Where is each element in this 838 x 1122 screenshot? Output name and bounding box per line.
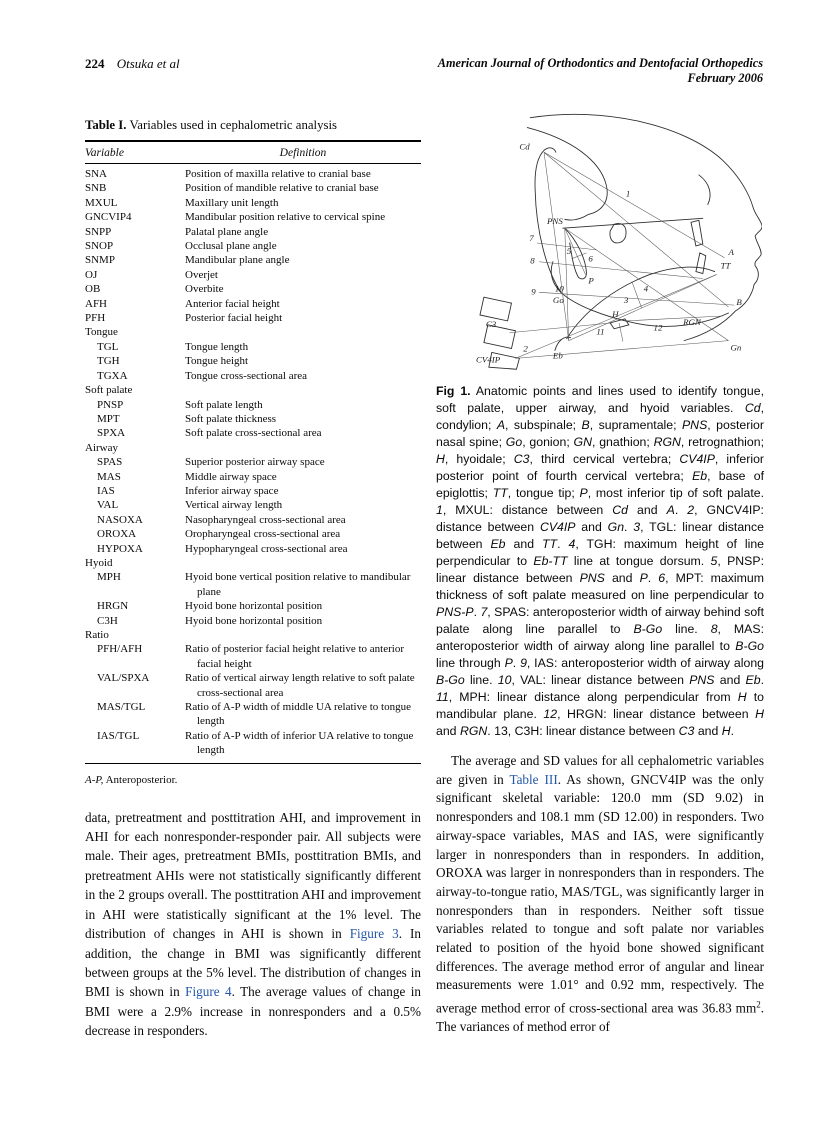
text-segment: 3 — [633, 520, 641, 534]
figure-landmark-label: P — [588, 275, 594, 286]
running-authors: Otsuka et al — [116, 56, 180, 71]
figure-landmark-label: 12 — [653, 322, 663, 333]
text-segment: 2 — [756, 999, 761, 1010]
variable-name: AFH — [85, 297, 108, 310]
variable-definition: Anterior facial height — [185, 297, 280, 310]
variable-definition: Maxillary unit length — [185, 196, 279, 209]
text-segment: , supramentale; — [589, 418, 682, 432]
text-segment: and — [436, 724, 460, 738]
table-row — [85, 484, 421, 498]
variable-definition: Superior posterior airway space — [185, 456, 325, 469]
text-segment: , base of epiglottis; — [436, 469, 764, 500]
figure-1-image — [476, 112, 762, 372]
text-segment: H — [436, 452, 445, 466]
variable-name: VAL/SPXA — [97, 672, 150, 685]
table-row — [85, 297, 421, 311]
figure-landmark-label: H — [612, 308, 619, 319]
table-row — [85, 225, 421, 239]
variable-definition: Position of maxilla relative to cranial base — [185, 168, 371, 180]
table-row — [85, 239, 421, 253]
table-title — [85, 118, 421, 133]
text-segment: PNS — [689, 673, 715, 687]
right-body-paragraph — [436, 752, 764, 1037]
table-row — [85, 599, 421, 613]
text-segment: line. — [662, 622, 711, 636]
text-segment: and — [604, 571, 640, 585]
text-segment: data, pretreatment and posttitration AHI, and improvement in AHI for each nonresponder-responder pair. All subjects were male. Their ages, pretreatment BMIs, posttitration BMIs, and pretreatment AHIs were not statistically significantly different in the 2 groups overall. The posttitration AHI and improvement in AHI were statistically significant at the 1% level. The distribution of changes in AHI is shown in — [85, 809, 421, 942]
text-segment: , inferior posterior point of fourth cervical vertebra; — [436, 452, 764, 483]
variables-table — [85, 164, 421, 763]
variable-name: MAS — [97, 470, 121, 483]
text-segment: . 13, C3H: linear distance between — [487, 724, 679, 738]
text-segment: 10 — [497, 673, 512, 687]
text-segment: , tongue tip; — [507, 486, 580, 500]
text-segment: 8 — [710, 622, 718, 636]
page-number: 224 — [85, 56, 105, 71]
variable-name: SPXA — [97, 427, 126, 440]
table-row — [85, 325, 421, 339]
text-segment: . — [760, 673, 764, 687]
text-segment: , HRGN: linear distance between — [557, 707, 756, 721]
text-segment: , gonion; — [522, 435, 574, 449]
variable-name: C3H — [97, 614, 118, 627]
text-segment: B — [581, 418, 590, 432]
text-segment: line through — [436, 656, 505, 670]
table-row — [85, 614, 421, 628]
table-row — [85, 556, 421, 570]
text-segment: H — [737, 690, 747, 704]
figure-landmark-label: B — [736, 297, 742, 308]
text-segment: A — [496, 418, 506, 432]
table-row — [85, 527, 421, 541]
variable-name: GNCVIP4 — [85, 211, 132, 224]
variable-definition: Nasopharyngeal cross-sectional area — [185, 513, 346, 526]
variable-name: SNB — [85, 182, 107, 195]
table-row — [85, 282, 421, 296]
table-row — [85, 542, 421, 556]
text-segment: , SPAS: anteroposterior width of airway behind soft palate along line parallel to — [436, 605, 764, 636]
variable-definition: Inferior airway space — [185, 484, 279, 497]
variable-name: SNA — [85, 168, 108, 180]
figure-landmark-label: CV4IP — [476, 354, 501, 365]
variable-name: OROXA — [97, 528, 137, 541]
text-segment: GN — [573, 435, 592, 449]
text-segment: PNS — [579, 571, 605, 585]
text-segment: Gn — [607, 520, 625, 534]
table-row — [85, 700, 421, 729]
text-segment: TT — [542, 537, 558, 551]
text-segment: P — [579, 486, 588, 500]
variable-definition: Hyoid bone vertical position relative to mandibular plane — [185, 571, 411, 598]
text-segment: 11 — [436, 690, 449, 704]
text-segment: Anteroposterior. — [103, 773, 178, 786]
crossref-link[interactable]: Figure 4 — [185, 984, 232, 1000]
text-segment: and — [694, 724, 722, 738]
page-header — [85, 56, 763, 85]
figure-landmark-label: 8 — [530, 255, 535, 266]
variable-name: TGL — [97, 340, 119, 353]
figure-landmark-label: Go — [552, 295, 564, 306]
figure-landmark-label: 5 — [566, 245, 572, 256]
text-segment: . The average values of change in BMI were a 2.9% increase in nonresponders and a 0.5% decrease in responders. — [85, 984, 422, 1039]
text-segment: 12 — [543, 707, 558, 721]
figure-landmark-label: 10 — [554, 283, 564, 294]
figure-landmark-label: TT — [720, 260, 731, 271]
text-segment: C3 — [513, 452, 530, 466]
text-segment: PNS-P — [436, 605, 474, 619]
text-segment: 7 — [480, 605, 488, 619]
left-column — [85, 118, 421, 1041]
text-segment: , gnathion; — [592, 435, 654, 449]
variable-name: MPT — [97, 412, 120, 425]
cephalometric-tracing — [476, 112, 762, 372]
variable-name: OJ — [85, 268, 98, 281]
measurement-lines — [510, 152, 735, 361]
variable-definition: Mandibular plane angle — [185, 254, 290, 267]
table-row — [85, 671, 421, 700]
figure-landmark-label: RGN — [683, 316, 701, 327]
table-row — [85, 196, 421, 210]
table-row — [85, 642, 421, 671]
text-segment: PNS — [681, 418, 708, 432]
variable-definition: Ratio of A-P width of inferior UA relative to tongue length — [185, 729, 414, 757]
right-column — [436, 112, 764, 1037]
text-segment: Go — [505, 435, 523, 449]
figure-landmark-label: A — [728, 246, 734, 257]
variable-name: PNSP — [97, 398, 124, 411]
crossref-link[interactable]: Figure 3 — [349, 926, 399, 942]
left-body-paragraph — [85, 808, 421, 1041]
text-segment: and — [628, 503, 667, 517]
text-segment: line. — [464, 673, 498, 687]
variable-name: PFH/AFH — [97, 643, 143, 656]
text-segment: A-P, — [85, 773, 104, 786]
text-segment: , subspinale; — [505, 418, 582, 432]
table-row — [85, 311, 421, 325]
variable-definition: Soft palate thickness — [185, 412, 277, 425]
variable-name: MAS/TGL — [97, 701, 146, 714]
table-row — [85, 513, 421, 527]
text-segment: CV4IP — [539, 520, 576, 534]
table-bottom-rule — [85, 763, 421, 764]
text-segment: C3 — [678, 724, 695, 738]
variable-definition: Vertical airway length — [185, 499, 283, 512]
text-segment: TT — [492, 486, 508, 500]
text-segment: , VAL: linear distance between — [511, 673, 690, 687]
variable-definition: Ratio of posterior facial height relative to anterior facial height — [185, 643, 405, 670]
figure-landmark-label: 7 — [529, 233, 534, 244]
text-segment: 4 — [568, 537, 576, 551]
table-row — [85, 369, 421, 383]
table-row — [85, 441, 421, 455]
text-segment: Eb — [745, 673, 761, 687]
figure-landmark-label: 3 — [623, 295, 629, 306]
text-segment: . — [674, 503, 688, 517]
variable-name: TGH — [97, 355, 120, 368]
table-row — [85, 628, 421, 642]
table-footnote — [85, 774, 421, 786]
column-header-definition: Definition — [279, 147, 327, 159]
variable-definition: Middle airway space — [185, 470, 277, 483]
figure-landmark-label: 4 — [643, 283, 649, 294]
text-segment: . — [624, 520, 634, 534]
journal-name: American Journal of Orthodontics and Dentofacial Orthopedics — [437, 56, 763, 70]
running-head-right — [438, 56, 763, 85]
text-segment: . In addition, the change in BMI was significantly different between groups at the 5% level. The distribution of changes in BMI is shown in — [85, 926, 421, 1000]
variable-group-label: Tongue — [85, 326, 118, 339]
variable-definition: Soft palate cross-sectional area — [185, 427, 322, 440]
text-segment: . — [647, 571, 659, 585]
text-segment: 1 — [436, 503, 443, 517]
journal-issue: February 2006 — [687, 70, 763, 85]
figure-landmark-label: 11 — [596, 326, 605, 337]
table-row — [85, 383, 421, 397]
variable-definition: Mandibular position relative to cervical spine — [185, 211, 386, 224]
variable-definition: Overbite — [185, 283, 224, 296]
variable-name: SNPP — [85, 225, 112, 238]
text-segment: 5 — [710, 554, 718, 568]
variable-name: VAL — [97, 499, 119, 512]
text-segment: , condylion; — [436, 401, 764, 432]
variable-definition: Tongue cross-sectional area — [185, 369, 308, 382]
variable-name: TGXA — [97, 369, 128, 382]
table-row — [85, 470, 421, 484]
column-header-variable: Variable — [85, 147, 124, 159]
figure-landmark-label: 1 — [625, 188, 631, 199]
text-segment: RGN — [653, 435, 681, 449]
text-segment: , MAS: anteroposterior width of airway along line parallel to — [436, 622, 764, 653]
variable-definition: Palatal plane angle — [185, 225, 269, 238]
text-segment: , most inferior tip of soft palate. — [587, 486, 764, 500]
crossref-link[interactable]: Table III — [509, 771, 558, 787]
table-header-row — [85, 142, 421, 163]
table-row — [85, 426, 421, 440]
variable-group-label: Airway — [85, 441, 118, 454]
text-segment: , MXUL: distance between — [442, 503, 613, 517]
text-segment: Anatomic points and lines used to identify tongue, soft palate, upper airway, and hyoid variables. — [436, 384, 764, 415]
text-segment: A — [666, 503, 675, 517]
variable-definition: Overjet — [185, 268, 218, 281]
figure-landmark-label: C3 — [485, 318, 497, 329]
text-segment: , PNSP: linear distance between — [436, 554, 764, 585]
text-segment: The average and SD values for all cephalometric variables are given in — [436, 753, 764, 787]
variable-name: MXUL — [85, 196, 118, 209]
variable-name: SPAS — [97, 456, 123, 469]
text-segment: . — [557, 537, 569, 551]
variable-name: SNMP — [85, 254, 115, 267]
table-row — [85, 167, 421, 181]
text-segment: Eb — [692, 469, 708, 483]
variable-group-label: Ratio — [85, 629, 109, 641]
variable-definition: Ratio of vertical airway length relative to soft palate cross-sectional area — [185, 672, 415, 699]
figure-landmark-label: 9 — [531, 286, 536, 297]
text-segment: , IAS: anteroposterior width of airway along — [526, 656, 764, 670]
figure-landmark-label: Gn — [730, 342, 742, 353]
text-segment: and — [714, 673, 746, 687]
table-row — [85, 210, 421, 224]
variable-name: NASOXA — [97, 513, 143, 526]
text-segment: Cd — [744, 401, 761, 415]
figure-landmark-label: Eb — [552, 350, 563, 361]
table-row — [85, 340, 421, 354]
table-row — [85, 398, 421, 412]
table-row — [85, 412, 421, 426]
text-segment: and — [575, 520, 608, 534]
text-segment: . As shown, GNCV4IP was the only significant skeletal variable: 120.0 mm (SD 9.02) in nonresponders and 108.1 mm (SD 12.00) in responders. Two airway-space variables, MAS and IAS, were significantly larger in nonresponders than in responders. In addition, OROXA was larger in nonresponders than in responders. The airway-to-tongue ratio, MAS/TGL, was significantly larger in nonresponders than in responders. Neither soft tissue variables related to tongue and soft palate nor variables related to position of the hyoid bone showed significant differences. The average method error of angular and linear measurements were 1.01° and 0.92 mm, respectively. The average method error of cross-sectional area was 36.83 mm — [436, 771, 764, 1016]
table-row — [85, 354, 421, 368]
text-segment: B-Go — [735, 639, 764, 653]
text-segment: , third cervical vertebra; — [529, 452, 680, 466]
table-row — [85, 570, 421, 599]
variable-definition: Hypopharyngeal cross-sectional area — [185, 542, 348, 555]
text-segment: and — [505, 537, 543, 551]
text-segment: Cd — [612, 503, 629, 517]
variable-definition: Soft palate length — [185, 398, 263, 411]
text-segment: H — [721, 724, 731, 738]
variable-definition: Occlusal plane angle — [185, 240, 277, 253]
table-label: Table I. — [85, 118, 127, 132]
text-segment: to mandibular plane. — [436, 690, 764, 721]
variable-name: MPH — [97, 571, 121, 584]
text-segment: H — [755, 707, 764, 721]
figure-landmark-label: PNS — [547, 216, 563, 227]
table-caption: Variables used in cephalometric analysis — [126, 118, 337, 132]
text-segment: 9 — [520, 656, 527, 670]
variable-definition: Tongue height — [185, 355, 249, 368]
text-segment: , TGH: maximum height of line perpendicular to — [436, 537, 764, 568]
variable-definition: Hyoid bone horizontal position — [185, 614, 323, 627]
text-segment: B-Go — [436, 673, 465, 687]
running-head-left — [85, 56, 180, 72]
variable-definition: Tongue length — [185, 340, 249, 353]
table-row — [85, 268, 421, 282]
text-segment: , GNCV4IP: distance between — [436, 503, 764, 534]
figure-landmark-label: Cd — [519, 141, 530, 152]
variable-name: SNOP — [85, 240, 114, 253]
text-segment: . The variances of method error of — [436, 1000, 764, 1035]
variable-definition: Ratio of A-P width of middle UA relative to tongue length — [185, 701, 411, 728]
text-segment: . — [473, 605, 481, 619]
table-row — [85, 253, 421, 267]
table-row — [85, 181, 421, 195]
variable-name: PFH — [85, 312, 106, 325]
text-segment: , posterior nasal spine; — [436, 418, 764, 449]
figure-1-caption — [436, 383, 764, 740]
variable-name: IAS — [97, 484, 115, 497]
variable-group-label: Hyoid — [85, 556, 113, 569]
text-segment: , TGL: linear distance between — [436, 520, 764, 551]
text-segment: . — [730, 724, 735, 738]
variable-name: OB — [85, 283, 101, 296]
text-segment: P — [639, 571, 648, 585]
variable-definition: Oropharyngeal cross-sectional area — [185, 528, 341, 541]
text-segment: RGN — [459, 724, 488, 738]
variable-group-label: Soft palate — [85, 384, 133, 397]
text-segment: 2 — [687, 503, 695, 517]
variable-definition: Hyoid bone horizontal position — [185, 600, 323, 613]
variable-definition: Position of mandible relative to cranial base — [185, 182, 379, 195]
table-row — [85, 455, 421, 469]
figure-landmark-label: 2 — [523, 343, 528, 354]
text-segment: Eb — [490, 537, 506, 551]
text-segment: CV4IP — [679, 452, 715, 466]
variable-name: HRGN — [97, 600, 129, 613]
table-row — [85, 498, 421, 512]
text-segment: line at tongue dorsum. — [567, 554, 711, 568]
text-segment: , retrognathion; — [680, 435, 765, 449]
text-segment: , MPH: linear distance along perpendicular from — [448, 690, 738, 704]
variable-definition: Posterior facial height — [185, 312, 283, 325]
text-segment: . — [512, 656, 521, 670]
figure-landmark-label: 6 — [588, 253, 593, 264]
variable-name: HYPOXA — [97, 542, 143, 555]
variable-name: IAS/TGL — [97, 729, 140, 742]
text-segment: , hyoidale; — [444, 452, 514, 466]
table-row — [85, 729, 421, 758]
text-segment: B-Go — [633, 622, 663, 636]
text-segment: , MPT: maximum thickness of soft palate measured on line perpendicular to — [436, 571, 764, 602]
text-segment: 6 — [658, 571, 666, 585]
text-segment: P — [504, 656, 513, 670]
text-segment: Eb-TT — [533, 554, 568, 568]
text-segment: Fig 1. — [436, 384, 471, 398]
